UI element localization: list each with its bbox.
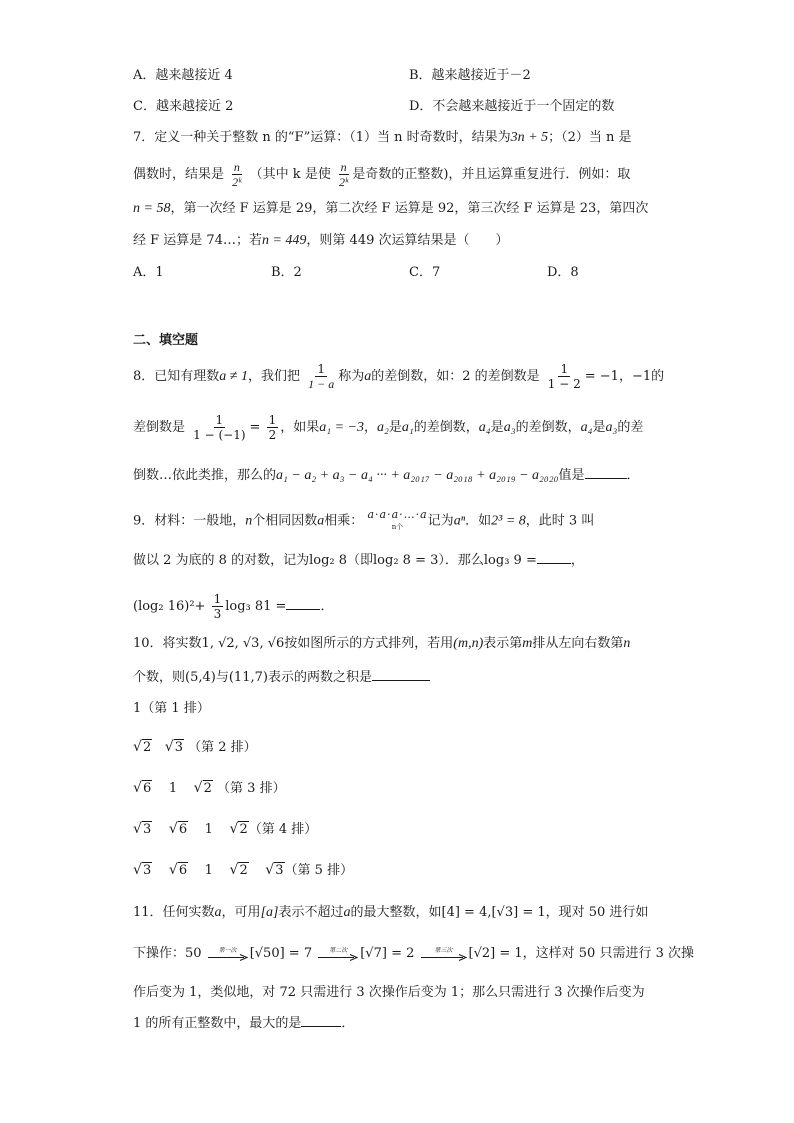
radicand: 2	[239, 863, 248, 878]
q10-text: 10．将实数	[133, 636, 202, 651]
q8-line-2	[133, 413, 643, 442]
right-arrow-icon	[318, 954, 358, 961]
denominator: 2ᵏ	[232, 175, 242, 189]
radicand: 3	[275, 863, 284, 878]
q11-step: [√50] = 7	[249, 946, 313, 961]
q7-text: ，第一次经 F 运算是 29，第二次经 F 运算是 92，第三次经 F 运算是 23，第四次	[170, 201, 649, 216]
q8-text: 是	[592, 420, 606, 435]
q11-expr: [a]	[260, 905, 279, 920]
q10-var: m	[522, 636, 533, 651]
sqrt-number	[133, 820, 152, 840]
q8-text: = −1，−1的	[584, 369, 665, 384]
q8-var: a₂	[377, 420, 389, 435]
plus: +	[194, 599, 206, 614]
answer-blank[interactable]	[301, 1014, 341, 1027]
radicand: 6	[178, 822, 188, 837]
sqrt-number	[194, 779, 213, 799]
option-b: B．越来越接近于－2	[409, 68, 531, 83]
option-c: C．越来越接近 2	[133, 99, 234, 114]
q8-line-3	[133, 466, 640, 486]
q10-text: 表示的两数之积是	[267, 670, 372, 685]
numerator: n	[340, 160, 347, 174]
numerator: 1	[317, 362, 325, 376]
q11-expr: [√3] = 1	[491, 905, 546, 920]
q8-expr: a ≠ 1	[219, 369, 248, 384]
q7-line-4	[133, 231, 509, 251]
q7-option-d: D．8	[547, 265, 579, 280]
sqrt-number	[229, 861, 248, 881]
right-arrow-icon	[208, 954, 248, 961]
q7-text: （其中 k 是使	[249, 167, 331, 182]
brace-top: a·a·a·…·a	[367, 508, 428, 521]
row-label: （第 4 排）	[248, 822, 318, 837]
q9-text: 个相同因数	[252, 513, 318, 529]
q8-text: 称为	[338, 369, 365, 384]
q9-expr: log₂ 8	[309, 553, 347, 568]
q8-text: 的差倒数，如：2 的差倒数是	[371, 369, 540, 384]
q8-var: a₄	[580, 420, 593, 435]
number-row-3	[133, 779, 286, 799]
q7-text: ，则第 449 次运算结果是（ ）	[306, 233, 509, 248]
q7-text: 是奇数的正整数)，并且运算重复进行．例如：取	[352, 167, 631, 182]
q7-expr: 3n + 5	[510, 130, 549, 145]
row-number: 1	[168, 781, 178, 796]
q8-var: a₁	[401, 420, 414, 435]
q8-sum-expr: a₁ − a₂ + a₃ − a₄ ··· + a₂₀₁₇ − a₂₀₁₈ + a₂₀₁₉ − a₂₀₂₀	[276, 468, 559, 483]
option-d: D．不会越来越接近于一个固定的数	[409, 99, 615, 114]
q8-text: 的差	[617, 420, 644, 435]
q7-option-c: C．7	[409, 265, 441, 280]
q11-step: [√7] = 2	[360, 946, 415, 961]
numerator: 1	[213, 592, 222, 606]
q8-text: ，如果	[280, 420, 320, 435]
q8-text: ，我们把	[247, 369, 300, 384]
option-a: A．越来越接近 4	[133, 68, 233, 83]
radicand: 2	[143, 740, 152, 755]
sqrt-number	[133, 779, 152, 799]
q11-expr: [4] = 4,	[441, 905, 492, 920]
q9-text: 做以 2 为底的 8 的对数，记为	[133, 553, 310, 568]
arrow-label: 第二次	[329, 946, 348, 954]
q9-text: 相乘：	[324, 513, 364, 529]
arrow-step-3	[421, 947, 467, 961]
q9-text: 9．材料：一般地，	[133, 513, 246, 529]
fraction	[267, 413, 279, 442]
row-number: 1	[204, 822, 213, 837]
numerator: 1	[268, 413, 277, 427]
fraction	[546, 362, 583, 391]
numerator: 1	[560, 362, 569, 376]
q7-expr: n = 58	[133, 201, 171, 216]
row-label: （第 3 排）	[217, 781, 286, 796]
row-number: 1	[133, 701, 142, 716]
q8-var: a₃	[503, 420, 516, 435]
sqrt-number	[133, 861, 152, 881]
sqrt-number	[169, 820, 188, 840]
denominator: 1 − (−1)	[193, 428, 246, 442]
answer-blank[interactable]	[286, 597, 320, 610]
q7-text: 偶数时，结果是	[133, 167, 225, 182]
denominator: 2ᵏ	[338, 175, 349, 189]
sqrt-number	[229, 820, 248, 840]
q11-text: 下操作：50	[133, 946, 202, 961]
q9-text: ，	[570, 553, 584, 568]
q9-line-3	[133, 592, 333, 621]
q7-text: 经 F 运算是 74…；若	[133, 233, 262, 248]
q8-var: a₃	[605, 420, 618, 435]
q11-text: 表示不超过	[278, 905, 344, 920]
q8-text: ，	[364, 420, 378, 435]
q11-text: ，现对 50 进行如	[545, 905, 649, 920]
q11-line-3: 作后变为 1，类似地，对 72 只需进行 3 次操作后变为 1；那么只需进行 3 次操作后变为	[133, 985, 645, 1000]
fraction	[306, 362, 336, 391]
sqrt-number	[265, 861, 284, 881]
number-row-1	[133, 699, 210, 719]
q7-option-b: B．2	[271, 265, 302, 280]
radicand: 3	[143, 863, 152, 878]
sqrt-number	[169, 861, 188, 881]
q8-var: a	[364, 369, 372, 384]
q8-text: 差倒数是	[133, 420, 186, 435]
q9-expr: log₃ 9 =	[483, 553, 537, 568]
q10-line-2	[133, 668, 430, 688]
q9-line-1	[133, 509, 594, 533]
q8-text: 是	[388, 420, 402, 435]
q7-line-3	[133, 199, 648, 219]
q8-text: 8．已知有理数	[133, 369, 220, 384]
q7-text: ；（2）当 n 是	[548, 130, 632, 145]
arrow-label: 第三次	[434, 946, 453, 954]
fraction	[337, 160, 350, 189]
q11-text: 的最大整数，如	[350, 905, 442, 920]
numerator: n	[233, 160, 240, 174]
row-label: （第 5 排）	[284, 863, 354, 878]
denominator: 1 − a	[308, 377, 335, 391]
q7-option-a: A．1	[133, 265, 164, 280]
brace-label: n个	[391, 523, 404, 531]
q11-text: ．	[341, 1016, 355, 1031]
q9-expr: 2³ = 8	[491, 513, 526, 529]
q10-text: 表示第	[483, 636, 523, 651]
answer-blank[interactable]	[537, 551, 571, 564]
q10-expr: (m,n)	[453, 636, 484, 651]
fraction	[212, 592, 224, 621]
sqrt-number	[133, 738, 152, 758]
q8-line-1	[133, 362, 664, 391]
radicand: 6	[178, 863, 188, 878]
q11-line-2	[133, 944, 694, 964]
q9-var: n	[245, 513, 253, 529]
denominator: 2	[268, 428, 277, 442]
right-arrow-icon	[421, 954, 467, 961]
q11-var: a	[343, 905, 351, 920]
q8-text: ．	[626, 468, 640, 483]
q11-text: 1 的所有正整数中，最大的是	[133, 1016, 302, 1031]
arrow-step-1	[208, 947, 248, 961]
q8-text: 的差倒数，	[413, 420, 479, 435]
number-row-2	[133, 738, 257, 758]
fraction	[230, 160, 243, 189]
q10-line-1	[133, 634, 630, 654]
denominator: 3	[213, 607, 222, 621]
q10-expr: 1, √2, √3, √6	[201, 636, 285, 651]
q10-text: 个数，则	[133, 670, 186, 685]
q10-text: 排从左向右数第	[532, 636, 624, 651]
q9-text: ，此时 3 叫	[525, 513, 595, 529]
answer-blank[interactable]	[585, 466, 627, 479]
q10-var: n	[623, 636, 631, 651]
radicand: 2	[239, 822, 248, 837]
q9-text: ）．那么	[438, 553, 484, 568]
radicand: 3	[143, 822, 152, 837]
q10-expr: (11,7)	[228, 670, 268, 685]
radicand: 2	[203, 781, 212, 796]
q7-expr: n = 449	[261, 233, 307, 248]
q10-text: 与	[215, 670, 229, 685]
q8-text: 倒数…依此类推，那么的	[133, 468, 277, 483]
arrow-label: 第一次	[218, 946, 237, 954]
q9-expr: log₃ 81 =	[225, 599, 287, 614]
q9-expr: aⁿ	[453, 513, 466, 529]
equals: =	[249, 420, 261, 435]
q7-text: 7．定义一种关于整数 n 的“F”运算：（1）当 n 时奇数时，结果为	[133, 130, 511, 145]
q11-text: 11．任何实数	[133, 905, 215, 920]
number-row-5	[133, 861, 353, 881]
row-number: 1	[204, 863, 213, 878]
q11-text: ，这样对 50 只需进行 3 次操	[522, 946, 694, 961]
q7-line-1	[133, 128, 632, 148]
q9-text: ．	[320, 599, 334, 614]
q11-var: a	[214, 905, 222, 920]
row-label: （第 2 排）	[188, 740, 257, 755]
product-brace	[367, 509, 427, 533]
radicand: 3	[174, 740, 183, 755]
arrow-step-2	[318, 947, 358, 961]
q7-line-2	[133, 160, 630, 189]
q9-text: 记为	[427, 513, 454, 529]
section-title: 二、填空题	[133, 333, 199, 348]
q9-text: （即	[347, 553, 374, 568]
q8-expr: a₁ = −3	[319, 420, 364, 435]
q10-expr: (5,4)	[185, 670, 216, 685]
q11-line-1	[133, 903, 648, 923]
number-row-4	[133, 820, 317, 840]
q9-text: ．如	[465, 513, 492, 529]
radicand: 6	[143, 781, 152, 796]
q9-var: a	[317, 513, 325, 529]
q9-expr: log₂ 8 = 3	[373, 553, 439, 568]
q8-text: 的差倒数，	[515, 420, 581, 435]
row-label: （第 1 排）	[141, 701, 210, 716]
answer-blank[interactable]	[372, 668, 430, 681]
numerator: 1	[215, 413, 224, 427]
q8-var: a₄	[478, 420, 491, 435]
q10-text: 按如图所示的方式排列，若用	[284, 636, 454, 651]
denominator: 1 − 2	[547, 377, 581, 391]
q11-text: ，可用	[221, 905, 261, 920]
q11-step: [√2] = 1	[468, 946, 523, 961]
sqrt-number	[165, 738, 184, 758]
q8-text: 值是	[558, 468, 585, 483]
q9-line-2	[133, 551, 584, 571]
q8-text: 是	[490, 420, 504, 435]
q11-line-4	[133, 1014, 354, 1034]
fraction	[191, 413, 247, 442]
q9-expr: (log₂ 16)²	[133, 599, 195, 614]
